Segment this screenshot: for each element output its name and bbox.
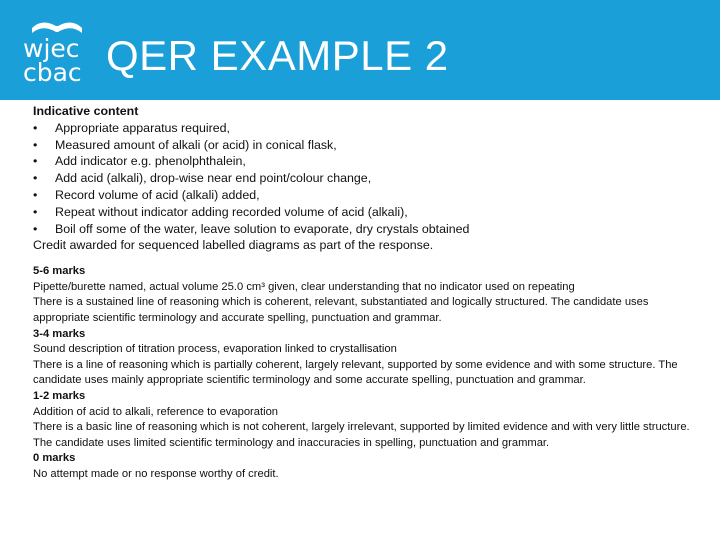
bullet-icon: • bbox=[33, 204, 38, 219]
page-title: QER EXAMPLE 2 bbox=[106, 32, 449, 79]
bullet-text: Boil off some of the water, leave solution to evaporate, dry crystals obtained bbox=[55, 221, 470, 236]
marks-band-text: Addition of acid to alkali, reference to evaporation bbox=[33, 405, 279, 418]
marks-band-text: Pipette/burette named, actual volume 25.0 cm³ given, clear understanding that no indicator used on repeating bbox=[33, 280, 575, 293]
header-banner bbox=[0, 0, 720, 100]
indicative-bullet-item bbox=[33, 137, 693, 154]
bullet-icon: • bbox=[33, 187, 38, 202]
marks-bands-block bbox=[33, 264, 693, 482]
bullet-text: Record volume of acid (alkali) added, bbox=[55, 187, 260, 202]
mark-scheme-content bbox=[33, 103, 693, 482]
bullet-text: Appropriate apparatus required, bbox=[55, 120, 230, 135]
marks-band-text: There is a basic line of reasoning which is not coherent, largely irrelevant, supported by limited evidence and with very little structure. The candidate uses limited scientific terminology and inaccuracies in spelling, punctuation and grammar. bbox=[33, 421, 690, 449]
bullet-text: Add indicator e.g. phenolphthalein, bbox=[55, 154, 246, 169]
bullet-icon: • bbox=[33, 137, 38, 152]
logo-text-wjec: wjec bbox=[23, 34, 80, 63]
indicative-heading: Indicative content bbox=[33, 104, 139, 118]
indicative-bullet-item bbox=[33, 221, 693, 238]
logo-text-cbac: cbac bbox=[23, 58, 82, 87]
marks-band-text: No attempt made or no response worthy of credit. bbox=[33, 467, 279, 480]
marks-band-text: There is a line of reasoning which is partially coherent, largely relevant, supported by some evidence and with some structure. The candidate uses mainly appropriate scientific terminology and some accurate spelling, punctuation and grammar. bbox=[33, 358, 678, 387]
marks-band-text: There is a sustained line of reasoning which is coherent, relevant, substantiated and logically structured. The candidate uses appropriate scientific terminology and accurate spelling, punctuation and grammar. bbox=[33, 296, 649, 324]
bullet-text: Repeat without indicator adding recorded volume of acid (alkali), bbox=[55, 204, 408, 219]
indicative-content-block bbox=[33, 103, 693, 254]
wjec-logo bbox=[18, 14, 98, 86]
marks-band-text: Sound description of titration process, evaporation linked to crystallisation bbox=[33, 343, 397, 356]
bullet-icon: • bbox=[33, 154, 38, 169]
indicative-bullet-item bbox=[33, 153, 693, 170]
marks-band-heading: 1-2 marks bbox=[33, 389, 86, 402]
indicative-bullet-item bbox=[33, 187, 693, 204]
indicative-bullet-item bbox=[33, 170, 693, 187]
bullet-icon: • bbox=[33, 221, 38, 236]
bullet-icon: • bbox=[33, 171, 38, 186]
indicative-bullet-item bbox=[33, 120, 693, 137]
bullet-icon: • bbox=[33, 120, 38, 135]
bullet-text: Add acid (alkali), drop-wise near end point/colour change, bbox=[55, 171, 372, 186]
indicative-bullet-list bbox=[33, 120, 693, 238]
bullet-text: Measured amount of alkali (or acid) in conical flask, bbox=[55, 137, 337, 152]
marks-band-heading: 5-6 marks bbox=[33, 265, 86, 278]
indicative-bullet-item bbox=[33, 204, 693, 221]
marks-band-heading: 3-4 marks bbox=[33, 327, 86, 340]
marks-band-heading: 0 marks bbox=[33, 452, 76, 465]
credit-note: Credit awarded for sequenced labelled diagrams as part of the response. bbox=[33, 238, 434, 253]
